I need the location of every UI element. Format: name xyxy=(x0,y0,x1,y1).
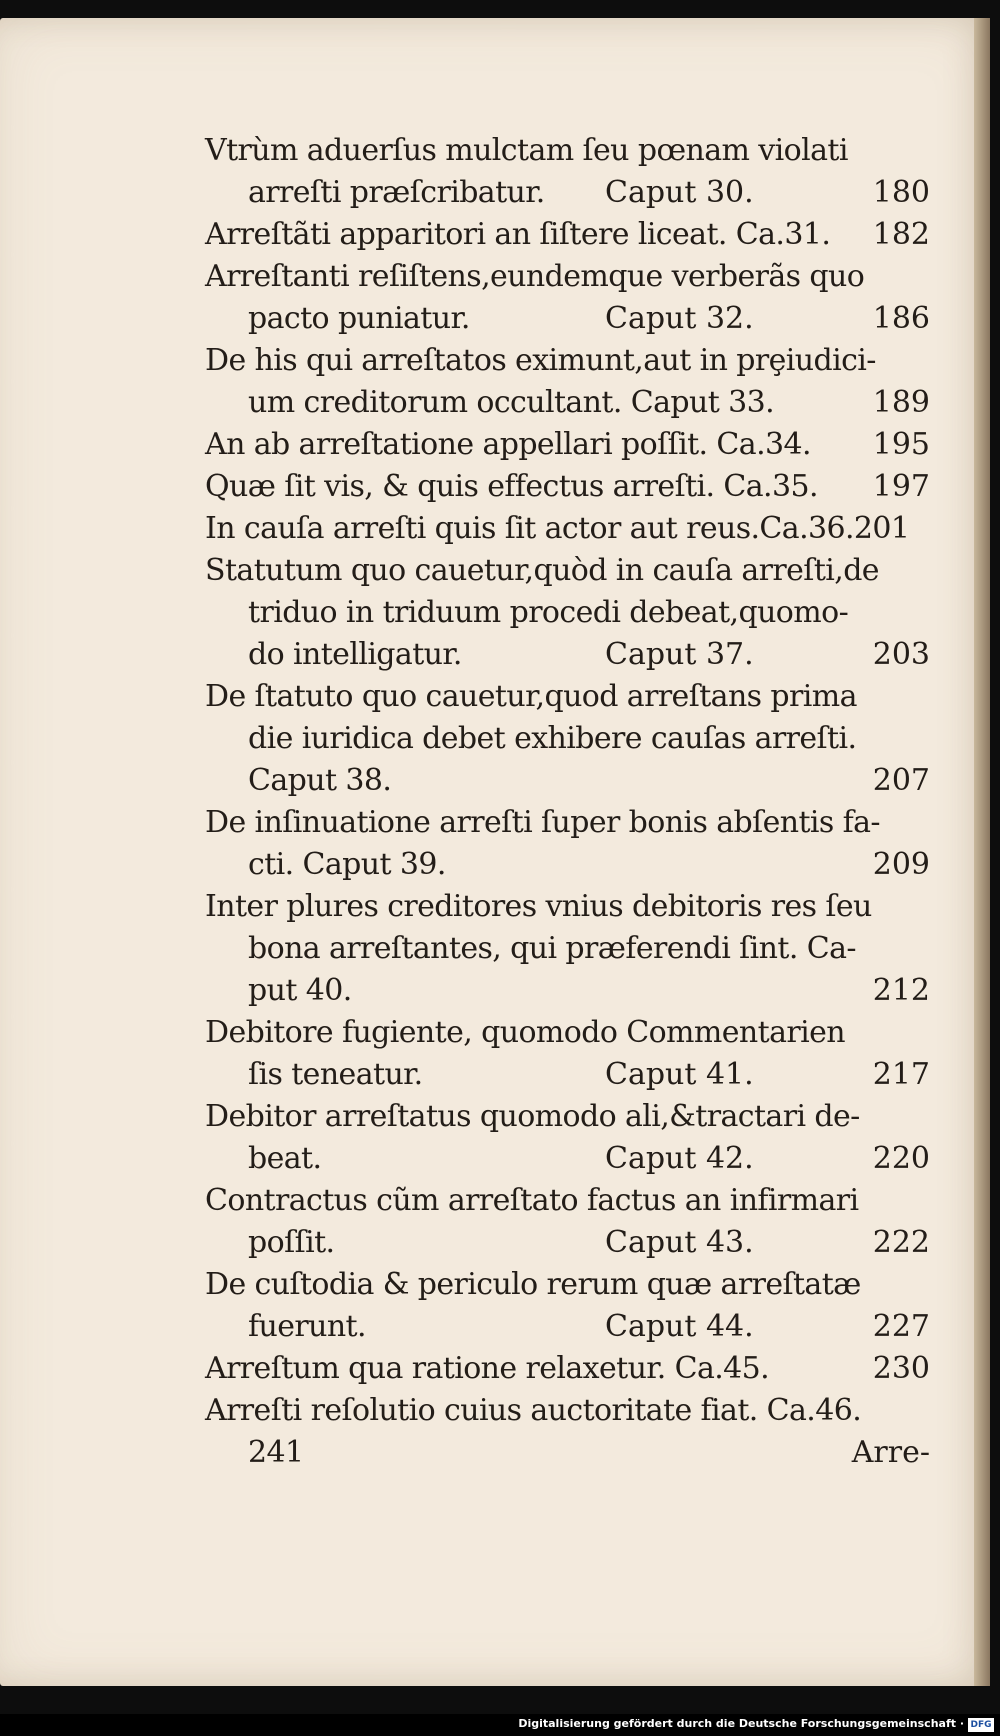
toc-entry-text: Contractus cũm arreſtato factus an infirmari xyxy=(205,1183,859,1218)
toc-line xyxy=(205,1306,930,1348)
toc-page-number: 195 xyxy=(872,427,930,462)
toc-page-number: 220 xyxy=(872,1141,930,1176)
toc-entry-text: De his qui arreſtatos eximunt,aut in prȩiudici- xyxy=(205,343,876,378)
toc-line xyxy=(205,634,930,676)
toc-chapter-label: Caput 30. xyxy=(605,175,754,210)
toc-line xyxy=(205,1012,930,1054)
footer-credit: Digitalisierung gefördert durch die Deutsche Forschungsgemeinschaft · xyxy=(518,1717,964,1730)
toc-page-number: 203 xyxy=(872,637,930,672)
toc-line xyxy=(205,508,930,550)
toc-page-number: 227 xyxy=(872,1309,930,1344)
toc-line xyxy=(205,424,930,466)
toc-entry-text: Caput 38. xyxy=(248,763,392,798)
toc-chapter-label: Caput 32. xyxy=(605,301,754,336)
toc-entry-text: Vtrùm aduerſus mulctam ſeu pœnam violati xyxy=(205,133,848,168)
toc-chapter-label: Caput 42. xyxy=(605,1141,754,1176)
toc-entry-text: poſſit. xyxy=(248,1225,335,1260)
toc-entry-text: triduo in triduum procedi debeat,quomo- xyxy=(248,595,849,630)
book-page xyxy=(0,18,990,1686)
toc-line xyxy=(205,1180,930,1222)
toc-line xyxy=(205,1222,930,1264)
toc-entry-text: Arreſtanti reſiſtens,eundemque verberãs quo xyxy=(205,259,865,294)
toc-line xyxy=(205,466,930,508)
toc-line xyxy=(205,130,930,172)
dfg-logo-icon: DFG xyxy=(968,1718,994,1732)
toc-entry-text: De ſtatuto quo cauetur,quod arreſtans prima xyxy=(205,679,857,714)
toc-entry-text: De cuſtodia & periculo rerum quæ arreſtatæ xyxy=(205,1267,861,1302)
toc-line xyxy=(205,1432,930,1474)
toc-line xyxy=(205,592,930,634)
toc-line xyxy=(205,928,930,970)
toc-page-number: 212 xyxy=(872,973,930,1008)
toc-page-number: Arre- xyxy=(851,1435,930,1470)
toc-line xyxy=(205,1390,930,1432)
toc-line xyxy=(205,214,930,256)
toc-chapter-label: Caput 37. xyxy=(605,637,754,672)
toc-entry-text: pacto puniatur. xyxy=(248,301,470,336)
toc-page-number: 222 xyxy=(872,1225,930,1260)
toc-entry-text: Quæ ſit vis, & quis effectus arreſti. Ca.35. xyxy=(205,469,818,504)
toc-line xyxy=(205,1348,930,1390)
toc-entry-text: cti. Caput 39. xyxy=(248,847,446,882)
toc-page-number: 189 xyxy=(872,385,930,420)
toc-line xyxy=(205,802,930,844)
table-of-contents xyxy=(205,130,930,1474)
toc-entry-text: Arreſtum qua ratione relaxetur. Ca.45. xyxy=(205,1351,770,1386)
toc-page-number: 209 xyxy=(872,847,930,882)
toc-entry-text: fuerunt. xyxy=(248,1309,366,1344)
toc-page-number: 197 xyxy=(872,469,930,504)
toc-line xyxy=(205,550,930,592)
toc-line xyxy=(205,970,930,1012)
toc-chapter-label: Caput 41. xyxy=(605,1057,754,1092)
toc-line xyxy=(205,844,930,886)
toc-entry-text: Statutum quo cauetur,quòd in cauſa arreſti,de xyxy=(205,553,879,588)
toc-entry-text: 241 xyxy=(248,1435,304,1470)
toc-entry-text: Debitore fugiente, quomodo Commentarien xyxy=(205,1015,845,1050)
toc-line xyxy=(205,340,930,382)
toc-entry-text: ſis teneatur. xyxy=(248,1057,423,1092)
toc-line xyxy=(205,1264,930,1306)
page-gutter xyxy=(974,18,990,1686)
toc-entry-text: beat. xyxy=(248,1141,322,1176)
toc-line xyxy=(205,256,930,298)
toc-page-number: 186 xyxy=(872,301,930,336)
toc-chapter-label: Caput 44. xyxy=(605,1309,754,1344)
toc-page-number: 217 xyxy=(872,1057,930,1092)
toc-entry-text: die iuridica debet exhibere cauſas arreſti. xyxy=(248,721,857,756)
toc-line xyxy=(205,676,930,718)
toc-entry-text: arreſti præſcribatur. xyxy=(248,175,545,210)
toc-line xyxy=(205,1138,930,1180)
toc-line xyxy=(205,172,930,214)
toc-line xyxy=(205,298,930,340)
toc-entry-text: De inſinuatione arreſti ſuper bonis abſentis fa- xyxy=(205,805,880,840)
toc-line xyxy=(205,1054,930,1096)
toc-entry-text: do intelligatur. xyxy=(248,637,462,672)
toc-page-number: 182 xyxy=(872,217,930,252)
toc-entry-text: put 40. xyxy=(248,973,352,1008)
toc-chapter-label: Caput 43. xyxy=(605,1225,754,1260)
toc-line xyxy=(205,760,930,802)
toc-entry-text: Arreſti reſolutio cuius auctoritate fiat. Ca.46. xyxy=(205,1393,862,1428)
toc-line xyxy=(205,886,930,928)
digitization-footer xyxy=(0,1714,1000,1736)
toc-entry-text: Debitor arreſtatus quomodo ali,&tractari de- xyxy=(205,1099,860,1134)
toc-entry-text: Inter plures creditores vnius debitoris res ſeu xyxy=(205,889,872,924)
toc-entry-text: In cauſa arreſti quis ſit actor aut reus.Ca.36.201 xyxy=(205,511,910,546)
toc-line xyxy=(205,1096,930,1138)
toc-entry-text: An ab arreſtatione appellari poſſit. Ca.34. xyxy=(205,427,811,462)
toc-entry-text: Arreſtãti apparitori an ſiſtere liceat. Ca.31. xyxy=(205,217,831,252)
toc-line xyxy=(205,382,930,424)
toc-page-number: 230 xyxy=(872,1351,930,1386)
toc-entry-text: bona arreſtantes, qui præferendi ſint. Ca- xyxy=(248,931,856,966)
toc-entry-text: um creditorum occultant. Caput 33. xyxy=(248,385,775,420)
toc-page-number: 180 xyxy=(872,175,930,210)
toc-page-number: 207 xyxy=(872,763,930,798)
toc-line xyxy=(205,718,930,760)
